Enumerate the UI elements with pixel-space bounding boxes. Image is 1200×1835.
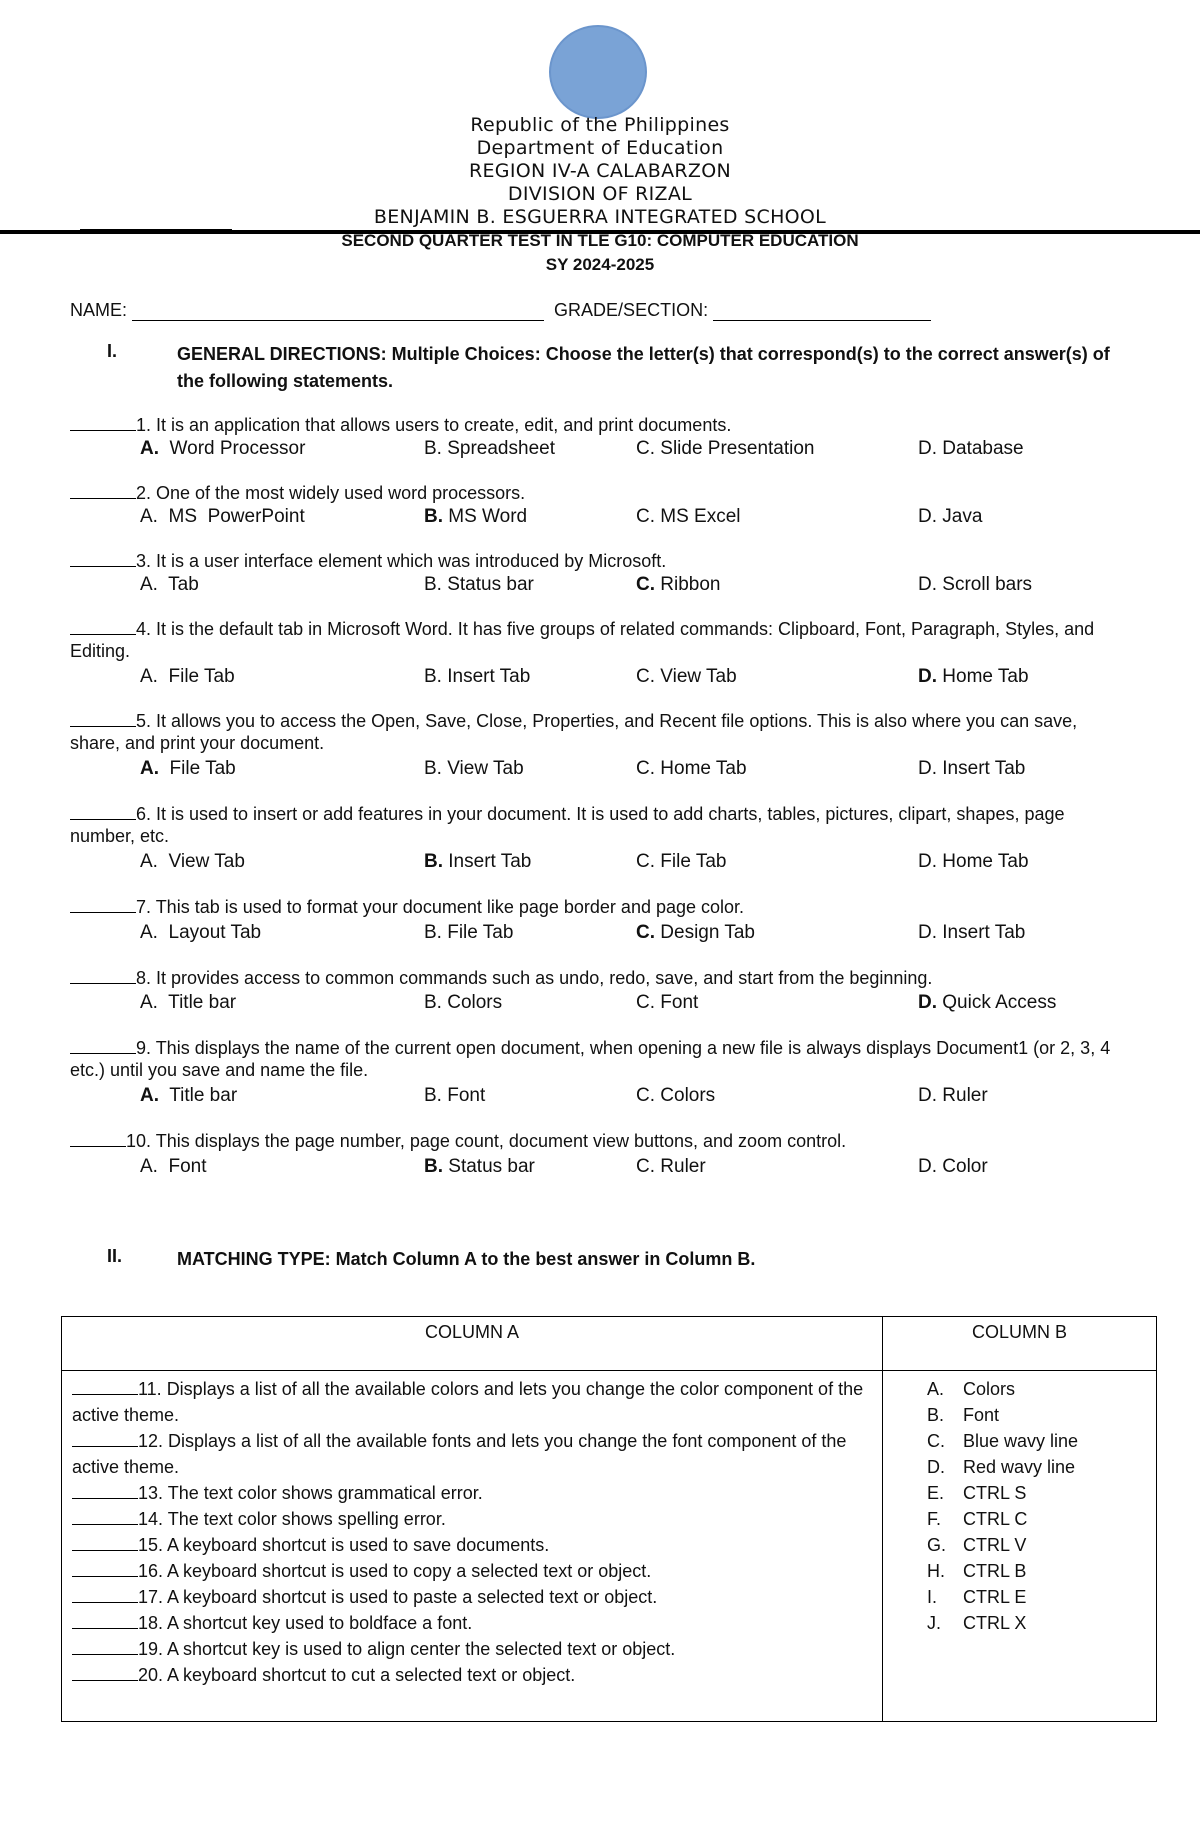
matching-option-text: Red wavy line <box>963 1457 1076 1477</box>
option-letter: D. <box>918 506 937 527</box>
option-letter: C. <box>636 438 655 459</box>
option-letter: A. <box>140 574 158 595</box>
option-text: Colors <box>441 992 503 1013</box>
part2-directions-text: MATCHING TYPE: Match Column A to the best answer in Column B. <box>177 1249 756 1269</box>
option-text: Word Processor <box>159 438 306 459</box>
option-a <box>140 851 245 873</box>
option-text: File Tab <box>157 666 235 687</box>
option-text: Ruler <box>655 1156 706 1177</box>
matching-option-text: CTRL X <box>963 1613 1027 1633</box>
matching-option-letter: D. <box>927 1457 945 1477</box>
matching-option-text: CTRL S <box>963 1483 1027 1503</box>
option-b <box>424 666 530 688</box>
name-field[interactable] <box>132 302 544 321</box>
question-10 <box>70 1130 1120 1152</box>
question-text: 9. This displays the name of the current open document, when opening a new file is always displays Document1 (or 2, 3, 4 etc.) until you save and name the file. <box>70 1038 1111 1080</box>
matching-option <box>927 1376 1156 1402</box>
question-text: 8. It provides access to common commands such as undo, redo, save, and start from the beginning. <box>136 968 933 988</box>
option-c <box>636 666 737 688</box>
matching-item-text: 17. A keyboard shortcut is used to paste a selected text or object. <box>138 1587 658 1607</box>
matching-option-letter: I. <box>927 1587 938 1607</box>
header-line-4: DIVISION OF RIZAL <box>507 183 693 205</box>
matching-option-text: CTRL C <box>963 1509 1028 1529</box>
option-c <box>636 1085 715 1107</box>
matching-option <box>927 1402 1156 1428</box>
answer-blank[interactable] <box>72 1586 138 1603</box>
option-text: Font <box>157 1156 207 1177</box>
school-logo <box>549 25 647 119</box>
question-2 <box>70 482 1120 504</box>
option-text: Color <box>937 1156 988 1177</box>
question-text: 4. It is the default tab in Microsoft Word. It has five groups of related commands: Clipboard, Font, Paragraph, Styles, and Editing. <box>70 619 1095 661</box>
matching-option <box>927 1454 1156 1480</box>
answer-blank[interactable] <box>72 1534 138 1551</box>
matching-item-text: 12. Displays a list of all the available fonts and lets you change the font component of the active theme. <box>72 1431 847 1477</box>
option-letter: B. <box>424 758 442 779</box>
option-letter: B. <box>424 506 443 527</box>
question-text: 5. It allows you to access the Open, Save, Close, Properties, and Recent file options. This is also where you can save, share, and print your document. <box>70 711 1078 753</box>
option-text: File Tab <box>159 758 236 779</box>
option-d <box>918 851 1029 873</box>
answer-blank[interactable] <box>70 618 136 635</box>
column-b-header: COLUMN B <box>883 1317 1157 1371</box>
question-3 <box>70 550 1120 572</box>
matching-option <box>927 1506 1156 1532</box>
option-a <box>140 506 305 528</box>
option-text: Title bar <box>159 1085 238 1106</box>
matching-item <box>62 1636 882 1662</box>
option-letter: D. <box>918 922 937 943</box>
option-text: View Tab <box>441 758 524 779</box>
question-text: 1. It is an application that allows users to create, edit, and print documents. <box>136 415 732 435</box>
matching-option-letter: E. <box>927 1483 945 1503</box>
matching-option-text: Font <box>963 1405 1000 1425</box>
option-letter: A. <box>140 438 159 459</box>
answer-blank[interactable] <box>70 1037 136 1054</box>
column-a-list <box>62 1376 882 1688</box>
option-letter: A. <box>140 851 158 872</box>
option-text: Insert Tab <box>937 922 1026 943</box>
option-text: View Tab <box>157 851 245 872</box>
option-letter: A. <box>140 1085 159 1106</box>
option-letter: C. <box>636 1085 655 1106</box>
option-b <box>424 922 513 944</box>
option-c <box>636 851 726 873</box>
question-1 <box>70 414 1120 436</box>
option-d <box>918 922 1025 944</box>
part2-number: II. <box>107 1246 123 1266</box>
option-text: Status bar <box>441 574 534 595</box>
matching-option-text: CTRL E <box>963 1587 1027 1607</box>
option-text: Font <box>655 992 699 1013</box>
matching-option-text: CTRL B <box>963 1561 1027 1581</box>
answer-blank[interactable] <box>72 1664 138 1681</box>
option-b <box>424 506 527 528</box>
header-line-3: REGION IV-A CALABARZON <box>468 160 731 182</box>
option-d <box>918 1085 988 1107</box>
matching-option <box>927 1480 1156 1506</box>
column-a-header: COLUMN A <box>62 1317 883 1371</box>
option-letter: C. <box>636 574 655 595</box>
option-text: MS Word <box>443 506 528 527</box>
option-letter: D. <box>918 851 937 872</box>
option-text: Spreadsheet <box>441 438 555 459</box>
matching-item-text: 13. The text color shows grammatical error. <box>138 1483 483 1503</box>
option-text: File Tab <box>441 922 514 943</box>
option-letter: C. <box>636 666 655 687</box>
matching-item <box>62 1558 882 1584</box>
option-c <box>636 1156 706 1178</box>
option-letter: A. <box>140 666 158 687</box>
option-text: Ruler <box>937 1085 988 1106</box>
matching-option <box>927 1428 1156 1454</box>
question-6 <box>70 803 1120 847</box>
matching-option <box>927 1584 1156 1610</box>
answer-blank[interactable] <box>72 1638 138 1655</box>
option-letter: C. <box>636 1156 655 1177</box>
column-b-list <box>927 1376 1156 1636</box>
question-4 <box>70 618 1120 662</box>
option-text: Slide Presentation <box>655 438 815 459</box>
option-letter: B. <box>424 574 442 595</box>
option-letter: A. <box>140 922 158 943</box>
option-b <box>424 1156 535 1178</box>
option-d <box>918 506 982 528</box>
column-a-cell <box>62 1371 883 1722</box>
option-b <box>424 758 524 780</box>
matching-item <box>62 1532 882 1558</box>
option-b <box>424 1085 485 1107</box>
answer-blank[interactable] <box>72 1430 138 1447</box>
question-text: 10. This displays the page number, page count, document view buttons, and zoom control. <box>126 1131 847 1151</box>
matching-item-text: 18. A shortcut key used to boldface a font. <box>138 1613 473 1633</box>
part1-directions-text: GENERAL DIRECTIONS: Multiple Choices: Choose the letter(s) that correspond(s) to the correct answer(s) of the following statements. <box>177 344 1110 391</box>
answer-blank[interactable] <box>72 1612 138 1629</box>
option-text: Tab <box>157 574 199 595</box>
option-a <box>140 1085 237 1107</box>
matching-item <box>62 1662 882 1688</box>
answer-blank[interactable] <box>72 1508 138 1525</box>
matching-item-text: 15. A keyboard shortcut is used to save documents. <box>138 1535 550 1555</box>
school-year: SY 2024-2025 <box>545 255 655 274</box>
option-letter: B. <box>424 1156 443 1177</box>
matching-option <box>927 1610 1156 1636</box>
option-letter: A. <box>140 1156 158 1177</box>
matching-item-text: 19. A shortcut key is used to align center the selected text or object. <box>138 1639 676 1659</box>
option-c <box>636 992 698 1014</box>
answer-blank[interactable] <box>70 1130 126 1147</box>
option-letter: D. <box>918 574 937 595</box>
column-b-cell <box>883 1371 1157 1722</box>
option-text: MS Excel <box>655 506 741 527</box>
matching-item-text: 16. A keyboard shortcut is used to copy a selected text or object. <box>138 1561 652 1581</box>
option-c <box>636 758 747 780</box>
option-text: Database <box>937 438 1024 459</box>
matching-option-text: Colors <box>963 1379 1016 1399</box>
option-text: Font <box>441 1085 486 1106</box>
answer-blank[interactable] <box>70 414 136 431</box>
option-text: Insert Tab <box>441 666 531 687</box>
option-b <box>424 851 531 873</box>
question-5 <box>70 710 1120 754</box>
option-a <box>140 574 199 596</box>
option-letter: A. <box>140 506 158 527</box>
test-title: SECOND QUARTER TEST IN TLE G10: COMPUTER EDUCATION <box>341 231 859 250</box>
option-text: Home Tab <box>655 758 747 779</box>
option-text: MS PowerPoint <box>157 506 305 527</box>
option-d <box>918 666 1029 688</box>
question-text: 3. It is a user interface element which was introduced by Microsoft. <box>136 551 667 571</box>
option-text: Home Tab <box>937 851 1029 872</box>
header-line-2: Department of Education <box>476 137 724 159</box>
matching-item <box>62 1584 882 1610</box>
option-b <box>424 574 534 596</box>
option-letter: B. <box>424 851 443 872</box>
option-a <box>140 922 261 944</box>
option-text: View Tab <box>655 666 737 687</box>
option-text: Insert Tab <box>443 851 532 872</box>
answer-blank[interactable] <box>72 1378 138 1395</box>
matching-item-text: 20. A keyboard shortcut to cut a selected text or object. <box>138 1665 576 1685</box>
option-text: File Tab <box>655 851 727 872</box>
question-text: 6. It is used to insert or add features in your document. It is used to add charts, tables, pictures, clipart, shapes, page number, etc. <box>70 804 1065 846</box>
question-9 <box>70 1037 1120 1081</box>
option-text: Java <box>937 506 983 527</box>
option-text: Design Tab <box>655 922 755 943</box>
question-text: 2. One of the most widely used word processors. <box>136 483 526 503</box>
answer-blank[interactable] <box>70 482 136 499</box>
option-text: Title bar <box>157 992 237 1013</box>
option-d <box>918 1156 988 1178</box>
answer-blank[interactable] <box>70 803 136 820</box>
option-letter: A. <box>140 758 159 779</box>
option-letter: B. <box>424 438 442 459</box>
matching-table <box>61 1316 1157 1722</box>
option-text: Home Tab <box>937 666 1029 687</box>
option-d <box>918 758 1025 780</box>
matching-item <box>62 1428 882 1480</box>
answer-blank[interactable] <box>70 896 136 913</box>
option-letter: B. <box>424 666 442 687</box>
question-8 <box>70 967 1120 989</box>
header-line-1: Republic of the Philippines <box>470 114 730 136</box>
option-c <box>636 506 741 528</box>
grade-label: GRADE/SECTION: <box>554 300 709 320</box>
option-letter: B. <box>424 922 442 943</box>
answer-blank[interactable] <box>70 967 136 984</box>
matching-option-letter: B. <box>927 1405 945 1425</box>
option-a <box>140 438 305 460</box>
option-text: Scroll bars <box>937 574 1033 595</box>
answer-blank[interactable] <box>72 1560 138 1577</box>
header-line-5: BENJAMIN B. ESGUERRA INTEGRATED SCHOOL <box>373 206 827 228</box>
matching-item-text: 14. The text color shows spelling error. <box>138 1509 446 1529</box>
option-letter: D. <box>918 758 937 779</box>
option-letter: B. <box>424 992 442 1013</box>
option-b <box>424 438 555 460</box>
option-letter: D. <box>918 1085 937 1106</box>
option-text: Layout Tab <box>157 922 262 943</box>
option-text: Ribbon <box>655 574 721 595</box>
matching-option-letter: H. <box>927 1561 945 1581</box>
option-c <box>636 438 815 460</box>
option-d <box>918 438 1024 460</box>
matching-item-text: 11. Displays a list of all the available colors and lets you change the color component of the active theme. <box>72 1379 864 1425</box>
option-letter: C. <box>636 922 655 943</box>
matching-option-letter: J. <box>927 1613 942 1633</box>
question-text: 7. This tab is used to format your document like page border and page color. <box>136 897 745 917</box>
part1-number: I. <box>107 341 118 361</box>
option-letter: D. <box>918 666 937 687</box>
option-b <box>424 992 502 1014</box>
answer-blank[interactable] <box>70 550 136 567</box>
option-c <box>636 922 755 944</box>
matching-option-text: CTRL V <box>963 1535 1027 1555</box>
matching-option-letter: F. <box>927 1509 942 1529</box>
option-d <box>918 574 1032 596</box>
matching-item <box>62 1480 882 1506</box>
option-letter: B. <box>424 1085 442 1106</box>
option-letter: C. <box>636 992 655 1013</box>
option-a <box>140 758 236 780</box>
matching-option-text: Blue wavy line <box>963 1431 1079 1451</box>
option-text: Quick Access <box>937 992 1057 1013</box>
question-7 <box>70 896 1120 918</box>
option-text: Colors <box>655 1085 716 1106</box>
option-d <box>918 992 1056 1014</box>
option-letter: A. <box>140 992 158 1013</box>
matching-item <box>62 1376 882 1428</box>
option-letter: D. <box>918 992 937 1013</box>
name-grade-row <box>70 300 931 321</box>
matching-option <box>927 1558 1156 1584</box>
option-letter: D. <box>918 1156 937 1177</box>
option-a <box>140 992 236 1014</box>
option-letter: C. <box>636 851 655 872</box>
answer-blank[interactable] <box>72 1482 138 1499</box>
answer-blank[interactable] <box>70 710 136 727</box>
option-letter: C. <box>636 506 655 527</box>
name-label: NAME: <box>70 300 128 320</box>
option-text: Status bar <box>443 1156 535 1177</box>
matching-item <box>62 1506 882 1532</box>
option-letter: D. <box>918 438 937 459</box>
option-text: Insert Tab <box>937 758 1026 779</box>
option-a <box>140 666 235 688</box>
matching-option-letter: G. <box>927 1535 947 1555</box>
matching-option-letter: A. <box>927 1379 945 1399</box>
grade-field[interactable] <box>713 302 931 321</box>
matching-option <box>927 1532 1156 1558</box>
option-c <box>636 574 721 596</box>
matching-item <box>62 1610 882 1636</box>
matching-option-letter: C. <box>927 1431 945 1451</box>
option-a <box>140 1156 207 1178</box>
option-letter: C. <box>636 758 655 779</box>
